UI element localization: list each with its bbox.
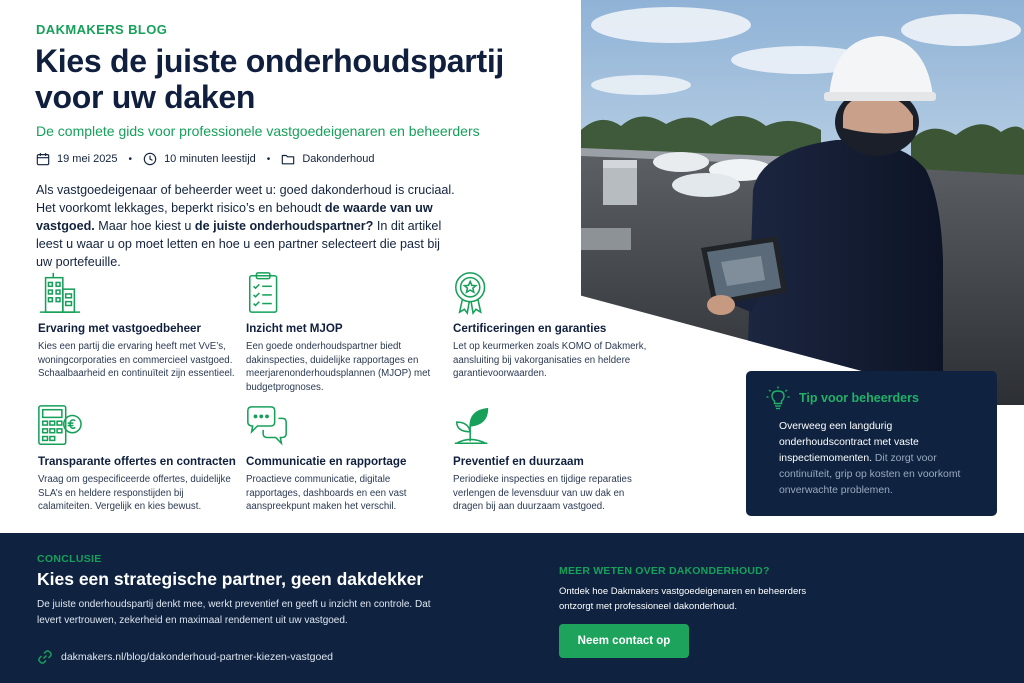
intro-emphasis: de juiste onderhoudspartner? xyxy=(194,219,374,233)
building-icon xyxy=(36,270,82,316)
conclusion-title: Kies een strategische partner, geen dakdekker xyxy=(37,569,424,589)
lightbulb-icon xyxy=(766,386,790,410)
conclusion-text: De juiste onderhoudspartij denkt mee, werkt preventief en geeft u inzicht en controle. Dat levert vertrouwen, zekerheid en maximaal rendement uit uw vastgoed. xyxy=(37,599,431,626)
award-badge-icon xyxy=(451,270,497,316)
calendar-icon xyxy=(36,152,50,166)
feature-title: Certificeringen en garanties xyxy=(453,322,607,335)
tip-title: Tip voor beheerders xyxy=(799,391,919,405)
intro-paragraph xyxy=(36,181,456,271)
conclusion-label: CONCLUSIE xyxy=(37,553,102,565)
feature-communication xyxy=(244,403,439,512)
feature-certifications xyxy=(451,270,647,379)
intro-text: Maar hoe kiest u xyxy=(94,219,195,233)
feature-title: Transparante offertes en contracten xyxy=(38,455,236,468)
feature-experience xyxy=(36,270,235,379)
tip-text-rest: Dit zorgt voor continuïteit, grip op kosten en voorkomt onverwachte problemen. xyxy=(779,453,961,496)
meta-category[interactable] xyxy=(281,152,374,166)
feature-text: Proactieve communicatie, digitale rapportages, dashboards en een vast aanspreekpunt maken het verschil. xyxy=(246,474,407,512)
page-subtitle: De complete gids voor professionele vastgoedeigenaren en beheerders xyxy=(36,123,480,139)
intro-text: Als vastgoedeigenaar of beheerder weet u: goed dakonderhoud is cruciaal. Het voorkomt lekkages, beperkt risico’s en behoudt xyxy=(36,183,455,215)
feature-text: Kies een partij die ervaring heeft met VvE’s, woningcorporaties en commercieel vastgoed. Schaalbaarheid en continuïteit zijn essentieel. xyxy=(38,341,235,379)
folder-icon xyxy=(281,152,295,166)
article-link[interactable] xyxy=(37,649,333,665)
intro-emphasis: de waarde van uw vastgoed. xyxy=(36,201,433,233)
contact-button[interactable]: Neem contact op xyxy=(559,624,689,658)
feature-quotes xyxy=(36,403,236,512)
feature-title: Preventief en duurzaam xyxy=(453,455,584,468)
article-meta xyxy=(36,152,374,166)
article-url[interactable]: dakmakers.nl/blog/dakonderhoud-partner-kiezen-vastgoed xyxy=(61,651,333,663)
sprout-icon xyxy=(451,403,497,449)
tip-text-strong: Overweeg een langdurig onderhoudscontract met vaste inspectiemomenten. xyxy=(779,421,919,464)
feature-title: Ervaring met vastgoedbeheer xyxy=(38,322,202,335)
chat-bubbles-icon xyxy=(244,403,290,449)
tip-box xyxy=(746,371,997,516)
footer-conclusion xyxy=(0,533,1024,683)
page-title: Kies de juiste onderhoudspartij voor uw daken xyxy=(35,43,504,115)
link-icon xyxy=(37,649,53,665)
feature-preventive xyxy=(451,403,646,512)
feature-title: Communicatie en rapportage xyxy=(246,455,407,468)
meta-separator: • xyxy=(266,153,271,165)
meta-date-text: 19 mei 2025 xyxy=(57,153,118,165)
intro-text: In dit artikel leest u waar u op moet letten en hoe u een partner selecteert die past bij uw portefeuille. xyxy=(36,219,442,269)
more-info-label: MEER WETEN OVER DAKONDERHOUD? xyxy=(559,565,770,577)
meta-read-time-text: 10 minuten leestijd xyxy=(164,153,256,165)
calculator-euro-icon xyxy=(36,403,82,449)
tip-text xyxy=(779,419,984,499)
meta-date xyxy=(36,152,118,166)
clipboard-checklist-icon xyxy=(244,270,290,316)
meta-read-time xyxy=(143,152,256,166)
feature-text: Een goede onderhoudspartner biedt dakinspecties, duidelijke rapportages en meerjarenonderhoudsplannen (MJOP) met budgetprognoses. xyxy=(246,341,431,393)
feature-text: Vraag om gespecificeerde offertes, duidelijke SLA’s en heldere responstijden bij calamiteiten. Vergelijk en kies bewust. xyxy=(38,474,231,512)
blog-brand[interactable]: DAKMAKERS BLOG xyxy=(36,22,168,37)
clock-icon xyxy=(143,152,157,166)
feature-mjop xyxy=(244,270,439,393)
meta-category-text: Dakonderhoud xyxy=(302,153,375,165)
meta-separator: • xyxy=(128,153,133,165)
feature-title: Inzicht met MJOP xyxy=(246,322,343,335)
more-info-text: Ontdek hoe Dakmakers vastgoedeigenaren en beheerders ontzorgt met professioneel dakonderhoud. xyxy=(559,586,807,612)
feature-text: Periodieke inspecties en tijdige reparaties verlengen de levensduur van uw dak en dragen bij aan duurzaam vastgoed. xyxy=(453,474,632,512)
feature-text: Let op keurmerken zoals KOMO of Dakmerk, aansluiting bij vakorganisaties en heldere garantievoorwaarden. xyxy=(453,341,647,379)
